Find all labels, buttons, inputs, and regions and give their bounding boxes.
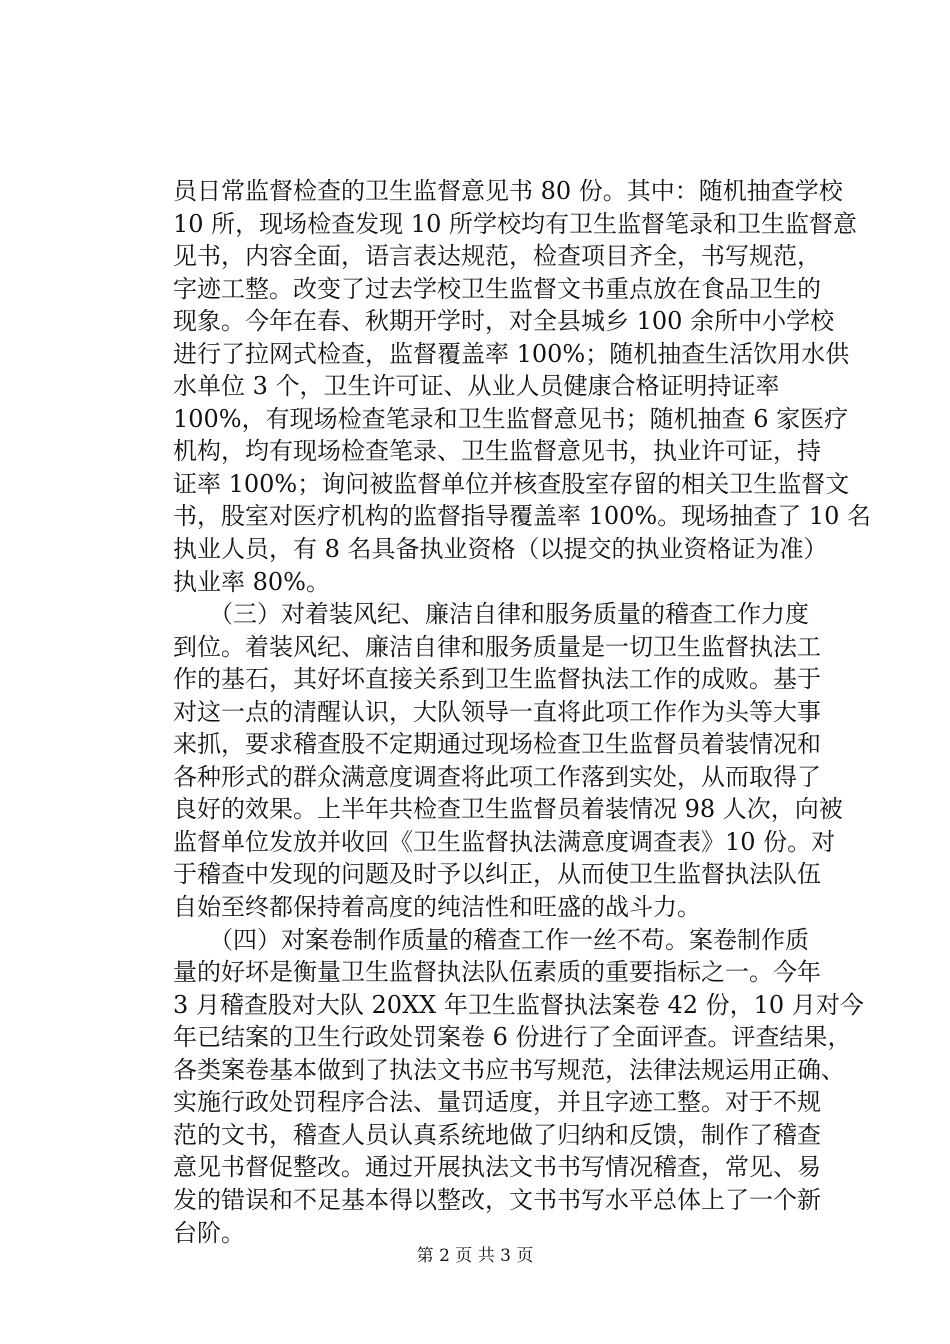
text-line: 作的基石，其好坏直接关系到卫生监督执法工作的成败。基于 — [173, 665, 821, 694]
text-line: 良好的效果。上半年共检查卫生监督员着装情况 98 人次，向被 — [173, 795, 843, 824]
text-line: 各类案卷基本做到了执法文书应书写规范，法律法规运用正确、 — [173, 1055, 845, 1084]
text-line: 进行了拉网式检查，监督覆盖率 100%；随机抽查生活饮用水供 — [173, 339, 850, 368]
text-line: 3 月稽查股对大队 20XX 年卫生监督执法案卷 42 份，10 月对今 — [173, 990, 864, 1019]
text-line: （三）对着装风纪、廉洁自律和服务质量的稽查工作力度 — [173, 600, 809, 629]
text-line: 发的错误和不足基本得以整改，文书书写水平总体上了一个新 — [173, 1185, 821, 1214]
text-line: 证率 100%；询问被监督单位并核查股室存留的相关卫生监督文 — [173, 469, 850, 498]
text-line: 台阶。 — [173, 1218, 245, 1247]
text-line: 意见书督促整改。通过开展执法文书书写情况稽查，常见、易 — [173, 1153, 821, 1182]
text-line: 字迹工整。改变了过去学校卫生监督文书重点放在食品卫生的 — [173, 274, 821, 303]
text-line: 见书，内容全面，语言表达规范，检查项目齐全，书写规范， — [173, 242, 821, 271]
text-line: 水单位 3 个，卫生许可证、从业人员健康合格证明持证率 — [173, 372, 780, 401]
text-line: 100%，有现场检查笔录和卫生监督意见书；随机抽查 6 家医疗 — [173, 404, 849, 433]
text-line: 到位。着装风纪、廉洁自律和服务质量是一切卫生监督执法工 — [173, 632, 821, 661]
text-line: 书，股室对医疗机构的监督指导覆盖率 100%。现场抽查了 10 名 — [173, 502, 872, 531]
text-line: 执业率 80%。 — [173, 567, 330, 596]
text-line: 各种形式的群众满意度调查将此项工作落到实处，从而取得了 — [173, 762, 821, 791]
page-footer: 第 2 页 共 3 页 — [416, 1246, 534, 1266]
text-line: 范的文书，稽查人员认真系统地做了归纳和反馈，制作了稽查 — [173, 1120, 821, 1149]
text-line: （四）对案卷制作质量的稽查工作一丝不苟。案卷制作质 — [173, 925, 809, 954]
text-line: 来抓，要求稽查股不定期通过现场检查卫生监督员着装情况和 — [173, 730, 821, 759]
text-line: 自始至终都保持着高度的纯洁性和旺盛的战斗力。 — [173, 893, 701, 922]
text-line: 执业人员，有 8 名具备执业资格（以提交的执业资格证为准） — [173, 535, 828, 564]
text-line: 对这一点的清醒认识，大队领导一直将此项工作作为头等大事 — [173, 697, 821, 726]
text-line: 量的好坏是衡量卫生监督执法队伍素质的重要指标之一。今年 — [173, 958, 821, 987]
document-body — [173, 175, 873, 1249]
text-line: 于稽查中发现的问题及时予以纠正，从而使卫生监督执法队伍 — [173, 860, 821, 889]
text-line: 10 所，现场检查发现 10 所学校均有卫生监督笔录和卫生监督意 — [173, 209, 857, 238]
text-line: 现象。今年在春、秋期开学时，对全县城乡 100 余所中小学校 — [173, 307, 835, 336]
text-line: 监督单位发放并收回《卫生监督执法满意度调查表》10 份。对 — [173, 827, 836, 856]
text-line: 年已结案的卫生行政处罚案卷 6 份进行了全面评查。评查结果， — [173, 1023, 852, 1052]
text-line: 员日常监督检查的卫生监督意见书 80 份。其中：随机抽查学校 — [173, 177, 843, 205]
text-line: 实施行政处罚程序合法、量罚适度，并且字迹工整。对于不规 — [173, 1088, 821, 1117]
text-line: 机构，均有现场检查笔录、卫生监督意见书，执业许可证，持 — [173, 437, 821, 466]
